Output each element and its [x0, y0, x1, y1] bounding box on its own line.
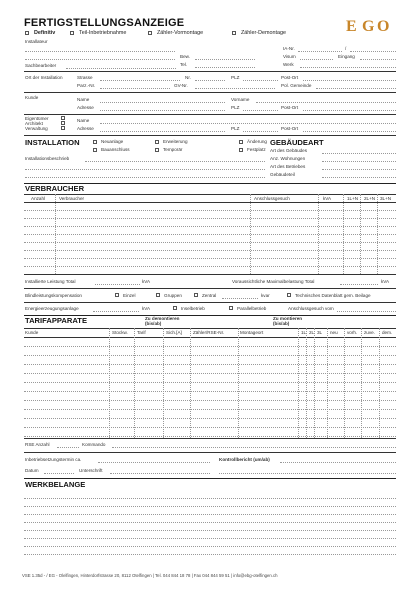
option-definitiv: Definitiv [34, 30, 56, 36]
checkbox-zentral[interactable] [194, 293, 198, 297]
gebaeude-teil-label: Gebäudeteil [270, 172, 295, 177]
tarif-col-divider [298, 328, 299, 438]
tarif-col-header: 3L [317, 330, 323, 335]
tarif-col-divider [163, 328, 164, 438]
tarif-col-divider [361, 328, 362, 438]
zu-montieren-label: Zu montieren [273, 316, 303, 321]
tarif-col-divider [238, 328, 239, 438]
werkbelange-line [24, 546, 396, 547]
tarif-row-line [24, 409, 396, 410]
verbraucher-heading: VERBRAUCHER [25, 184, 85, 193]
kunde-plz-label: PLZ [231, 105, 240, 110]
kunde-name-label: Name [77, 97, 90, 102]
tarif-col-header: zuve. [364, 330, 375, 335]
tarif-col-divider [314, 328, 315, 438]
checkbox-tech-datenblatt[interactable] [287, 293, 291, 297]
option-zentral: Zentral [202, 293, 217, 298]
tarif-row-line [24, 346, 396, 347]
tarif-row-line [24, 382, 396, 383]
ort-polgemeinde-label: Pol. Gemeinde [281, 83, 312, 88]
verwaltung-label: Verwaltung [25, 126, 48, 131]
tarif-col-divider [190, 328, 191, 438]
kunde-vorname-label: Vorname [231, 97, 250, 102]
gebaeudeart-heading: GEBÄUDEART [270, 138, 324, 147]
option-vormontage: Zähler-Vormontage [157, 30, 204, 36]
visum-label: Visum [283, 54, 296, 59]
tarif-col-header: Montageort [240, 330, 264, 335]
tarif-col-header: dem. [382, 330, 393, 335]
unterschrift-label: Unterschrift [79, 468, 103, 473]
tarif-row-line [24, 436, 396, 437]
tarif-row-line [24, 364, 396, 365]
werk-label: Werk [283, 62, 294, 67]
tarif-col-header: vorh. [347, 330, 358, 335]
tarif-col-header: 1L [301, 330, 307, 335]
ort-plz-label: PLZ [231, 75, 240, 80]
ort-parz-label: Parz.-Nr. [77, 83, 96, 88]
verbraucher-row-line [24, 242, 396, 243]
verbraucher-row-line [24, 210, 396, 211]
tech-datenblatt-label: Technisches Datenblatt gem. Beilage [295, 293, 371, 298]
eig-plz-label: PLZ [231, 126, 240, 131]
kommando-label: Kommando [82, 442, 106, 447]
gebaeude-betrieb-label: Art des Betriebes [270, 164, 306, 169]
blindleistung-label: Blindleistungskompensation [25, 293, 82, 298]
tarif-col-divider [327, 328, 328, 438]
inbetriebsetzung-label: Inbetriebsetzungstermin ca. [25, 457, 82, 462]
gebaeude-wohnungen-label: Anz. Wohnungen [270, 156, 306, 161]
tarif-row-line [24, 400, 396, 401]
energie-kva-unit: kVA [142, 306, 151, 311]
verbraucher-col-anzahl: Anzahl [31, 196, 46, 201]
ort-strasse-label: Strasse [77, 75, 93, 80]
verbraucher-col-divider [343, 194, 344, 274]
tarif-col-header: Stockw. [112, 330, 128, 335]
checkbox-eigentuemer[interactable] [61, 116, 65, 120]
werkbelange-line [24, 538, 396, 539]
option-bauanschluss: Bauanschluss [101, 147, 130, 152]
kunde-adresse-label: Adresse [77, 105, 94, 110]
tarif-col-header: 2L [309, 330, 315, 335]
kunde-postort-label: Post-Ort [281, 105, 299, 110]
verbraucher-col-anschluss: Anschlussgesuch [254, 196, 290, 201]
energieerzeugung-label: Energieerzeugungsanlage [25, 306, 79, 311]
sachbearbeiter-label: Sachbearbeiter [25, 63, 57, 68]
kvar-unit: kvar [261, 293, 270, 298]
eig-postort-label: Post-Ort [281, 126, 299, 131]
checkbox-einzel[interactable] [115, 293, 119, 297]
checkbox-parallelbetrieb[interactable] [229, 306, 233, 310]
page-title: FERTIGSTELLUNGSANZEIGE [24, 17, 185, 29]
tarif-row-line [24, 373, 396, 374]
tarif-row-line [24, 391, 396, 392]
checkbox-gruppen[interactable] [156, 293, 160, 297]
option-neuanlage: Neuanlage [101, 139, 124, 144]
checkbox-definitiv[interactable] [25, 31, 29, 35]
tarif-col-divider [344, 328, 345, 438]
checkbox-bauanschluss[interactable] [93, 148, 97, 152]
eingang-label: Eingang [338, 54, 355, 59]
checkbox-neuanlage[interactable] [93, 140, 97, 144]
verbraucher-row-line [24, 258, 396, 259]
verbraucher-row-line [24, 226, 396, 227]
option-gruppen: Gruppen [164, 293, 182, 298]
checkbox-aenderung[interactable] [239, 140, 243, 144]
ia-nr-label: IA-Nr. [283, 46, 295, 51]
checkbox-erweiterung[interactable] [155, 140, 159, 144]
werkbelange-line [24, 522, 396, 523]
installation-heading: INSTALLATION [25, 138, 80, 147]
checkbox-teil[interactable] [70, 31, 74, 35]
demontieren-bisab: (bis/ab) [145, 321, 162, 326]
tarif-col-header: Kunde [25, 330, 39, 335]
tarif-col-divider [379, 328, 380, 438]
option-festplatz: Festplatz [247, 147, 266, 152]
installationsbeschrieb-label: Installationsbeschrieb [25, 156, 70, 161]
eig-adresse-label: Adresse [77, 126, 94, 131]
werkbelange-line [24, 506, 396, 507]
tarif-col-header: neu [330, 330, 338, 335]
checkbox-architekt[interactable] [61, 121, 65, 125]
zu-demontieren-label: Zu demontieren [145, 316, 180, 321]
kontrollbericht-label: Kontrollbericht (um/ab) [219, 457, 270, 462]
verbraucher-row-line [24, 234, 396, 235]
option-erweiterung: Erweiterung [163, 139, 188, 144]
bew-label: Bew. [180, 54, 190, 59]
verbraucher-col-kva: kVA [323, 196, 332, 201]
tarif-col-divider [134, 328, 135, 438]
logo-letter-3: O [377, 18, 390, 34]
checkbox-festplatz[interactable] [239, 148, 243, 152]
checkbox-vormontage[interactable] [148, 31, 152, 35]
verbraucher-col-divider [360, 194, 361, 274]
tarif-row-line [24, 418, 396, 419]
ort-postort-label: Post-Ort [281, 75, 299, 80]
verbraucher-row-line [24, 218, 396, 219]
tarif-col-divider [306, 328, 307, 438]
verbraucher-row-line [24, 266, 396, 267]
logo-letter-1: E [346, 18, 357, 34]
checkbox-inselbetrieb[interactable] [173, 306, 177, 310]
werkbelange-heading: WERKBELANGE [25, 480, 86, 489]
tarif-col-header: Sich.[A] [166, 330, 182, 335]
logo-letter-2: G [362, 18, 375, 34]
tarif-col-divider [109, 328, 110, 438]
verbraucher-col-divider [377, 194, 378, 274]
option-inselbetrieb: Inselbetrieb [181, 306, 205, 311]
max-belastung-label: Voraussichtliche Maximalbelastung Total [232, 279, 315, 284]
tarif-row-line [24, 427, 396, 428]
ego-logo [344, 16, 394, 34]
werkbelange-line [24, 554, 396, 555]
checkbox-temporaer[interactable] [155, 148, 159, 152]
werkbelange-line [24, 514, 396, 515]
tarif-col-header: Tarif [137, 330, 146, 335]
eigentuemer-label: Eigentümer [25, 116, 49, 121]
tel-label: Tel. [180, 62, 188, 67]
verbraucher-col-3ln: 3L+N [380, 196, 392, 201]
option-parallelbetrieb: Parallelbetrieb [237, 306, 267, 311]
gebaeude-art-label: Art des Gebäudes [270, 148, 308, 153]
verbraucher-col-divider [55, 194, 56, 274]
ort-label: Ort der Installation [25, 75, 63, 80]
architekt-label: Architekt [25, 121, 43, 126]
verbraucher-col-verbraucher: Verbraucher [59, 196, 85, 201]
installierte-leistung-label: Installierte Leistung Total [25, 279, 76, 284]
verbraucher-col-divider [250, 194, 251, 274]
verbraucher-col-divider [318, 194, 319, 274]
option-temporaer: Temporär [163, 147, 183, 152]
option-aenderung: Änderung [247, 139, 267, 144]
montieren-bisab: (bis/ab) [273, 321, 290, 326]
datum-label: Datum [25, 468, 39, 473]
ort-gvnr-label: GV-Nr. [174, 83, 188, 88]
verbraucher-col-1ln: 1L+N [347, 196, 359, 201]
tarifapparate-heading: TARIFAPPARATE [25, 316, 88, 325]
verbraucher-row-line [24, 250, 396, 251]
checkbox-demontage[interactable] [232, 31, 236, 35]
werkbelange-line [24, 530, 396, 531]
tarif-col-header: Zähler/RSE-Nr. [193, 330, 225, 335]
werkbelange-line [24, 498, 396, 499]
ia-slash: / [345, 46, 347, 51]
anschlussgesuch-vom-label: Anschlussgesuch vom [288, 306, 334, 311]
eig-name-label: Name [77, 118, 90, 123]
kunde-label: Kunde [25, 95, 39, 100]
installateur-label: Installateur [25, 39, 48, 44]
max-kva-unit: kVA [381, 279, 390, 284]
installierte-kva-unit: kVA [142, 279, 151, 284]
option-demontage: Zähler-Demontage [241, 30, 286, 36]
rse-anzahl-label: RSE Anzahl [25, 442, 50, 447]
ort-nr-label: Nr. [185, 75, 191, 80]
tarif-row-line [24, 355, 396, 356]
option-einzel: Einzel [123, 293, 136, 298]
option-teil: Teil-Inbetriebnahme [79, 30, 127, 36]
checkbox-verwaltung[interactable] [61, 126, 65, 130]
footer-text: VSE 1.35d - / EG - Olelfingen, Hinterdorfstrasse 20, 8112 Otelfingen | Tel. 044 844 18 78 | Fax 044 844 59 51 | info@ebg-otelfingen.ch [22, 573, 278, 578]
verbraucher-col-2ln: 2L+N [364, 196, 376, 201]
